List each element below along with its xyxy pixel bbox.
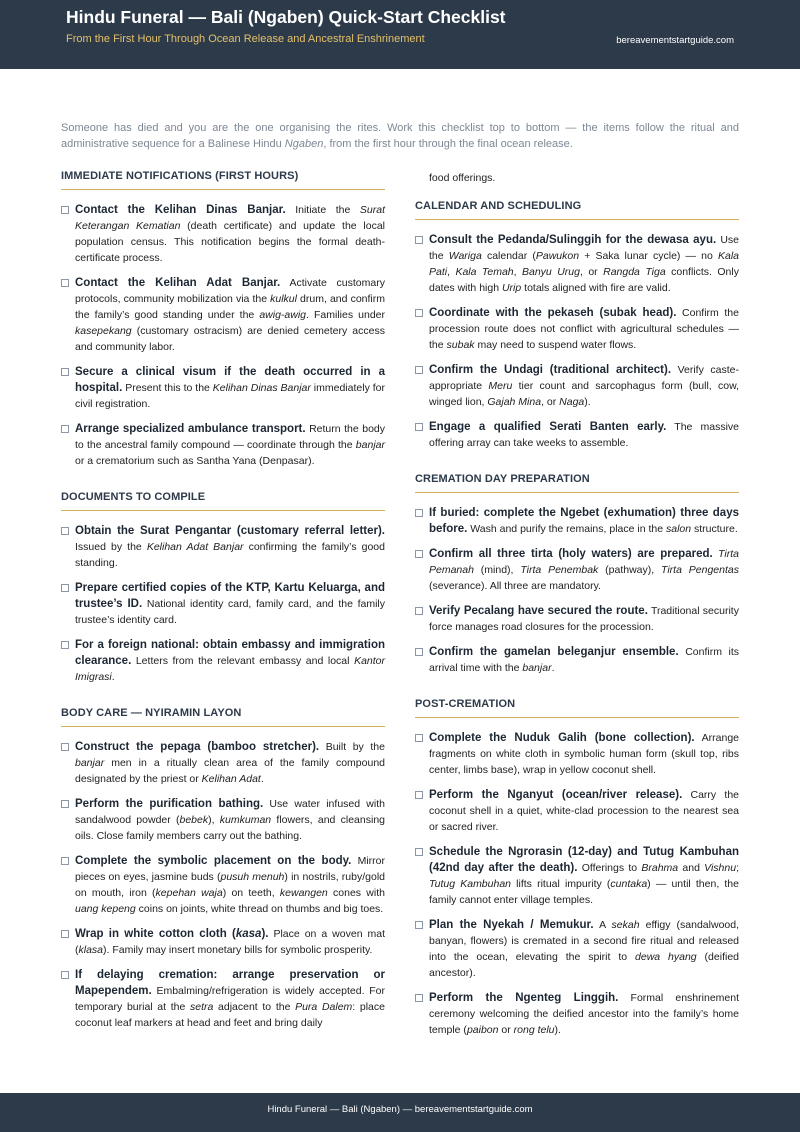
section-documents xyxy=(61,491,385,685)
item-body: Letters from the relevant embassy and local Kantor Imigrasi. xyxy=(75,655,385,683)
item-lead: Verify Pecalang have secured the route. xyxy=(429,605,648,617)
checklist-item xyxy=(61,523,385,571)
item-lead: Wrap in white cotton cloth (kasa). xyxy=(75,928,269,940)
checkbox[interactable] xyxy=(415,366,423,374)
item-lead: Confirm the gamelan beleganjur ensemble. xyxy=(429,646,679,658)
checkbox[interactable] xyxy=(415,791,423,799)
item-body: A sekah effigy (sandalwood, banyan, flowers) is cremated in a second fire ritual and released into the ocean, elevating the spirit to dewa hyang (deified ancestor). xyxy=(429,919,740,979)
item-lead: Construct the pepaga (bamboo stretcher). xyxy=(75,741,320,753)
section-body-care xyxy=(61,707,385,1031)
page-subtitle: From the First Hour Through Ocean Release and Ancestral Enshrinement xyxy=(66,33,425,45)
item-lead: Secure a clinical visum if the death occurred in a hospital. xyxy=(75,366,385,394)
item-lead: For a foreign national: obtain embassy and immigration clearance. xyxy=(75,639,385,667)
item-lead: Prepare certified copies of the KTP, Kartu Keluarga, and trustee’s ID. xyxy=(75,582,385,610)
checklist-item xyxy=(61,202,385,266)
checkbox[interactable] xyxy=(61,971,69,979)
item-lead: If buried: complete the Ngebet (exhumation) three days before. xyxy=(429,507,739,535)
section-heading: CREMATION DAY PREPARATION xyxy=(415,473,739,493)
section-cremation-day xyxy=(415,473,739,676)
checkbox[interactable] xyxy=(61,641,69,649)
section-heading: POST-CREMATION xyxy=(415,698,739,718)
checkbox[interactable] xyxy=(415,994,423,1002)
checklist-item xyxy=(61,926,385,958)
item-lead: Confirm the Undagi (traditional architect). xyxy=(429,364,672,376)
checklist-item xyxy=(415,730,739,778)
checklist-item xyxy=(61,796,385,844)
item-body: Confirm the procession route does not conflict with agricultural schedules — the subak may need to suspend water flows. xyxy=(429,307,739,351)
item-lead: Obtain the Surat Pengantar (customary referral letter). xyxy=(75,525,385,537)
checklist-item xyxy=(61,739,385,787)
item-lead: Plan the Nyekah / Memukur. xyxy=(429,919,594,931)
checklist-item xyxy=(415,917,739,981)
right-column xyxy=(415,170,739,1060)
item-lead: Contact the Kelihan Dinas Banjar. xyxy=(75,204,286,216)
checkbox[interactable] xyxy=(61,368,69,376)
item-body: Wash and purify the remains, place in the salon structure. xyxy=(470,523,738,535)
item-lead: Schedule the Ngrorasin (12-day) and Tutug Kambuhan (42nd day after the death). xyxy=(429,846,739,874)
item-lead: Complete the symbolic placement on the body. xyxy=(75,855,352,867)
section-heading: BODY CARE — NYIRAMIN LAYON xyxy=(61,707,385,727)
footer-text: Hindu Funeral — Bali (Ngaben) — bereavementstartguide.com xyxy=(267,1104,533,1115)
item-lead: Confirm all three tirta (holy waters) are prepared. xyxy=(429,548,713,560)
item-body: Traditional security force manages road closures for the procession. xyxy=(429,605,739,633)
item-body: Verify caste-appropriate Meru tier count and sarcophagus form (bull, cow, winged lion, Gajah Mina, or Naga). xyxy=(429,364,739,408)
checklist-item xyxy=(61,637,385,685)
checklist-item xyxy=(61,421,385,469)
checklist-item xyxy=(415,305,739,353)
item-body: Carry the coconut shell in a quiet, white-clad procession to the nearest sea or sacred river. xyxy=(429,789,739,833)
item-body: Tirta Pemanah (mind), Tirta Penembak (pathway), Tirta Pengentas (severance). All three are mandatory. xyxy=(429,548,739,592)
checklist-item xyxy=(61,275,385,355)
item-lead: Complete the Nuduk Galih (bone collection). xyxy=(429,732,695,744)
checkbox[interactable] xyxy=(415,236,423,244)
checkbox[interactable] xyxy=(415,734,423,742)
item-body: The massive offering array can take weeks to assemble. xyxy=(429,421,740,449)
item-lead: Perform the Nganyut (ocean/river release). xyxy=(429,789,683,801)
checkbox[interactable] xyxy=(61,425,69,433)
item-body: Confirm its arrival time with the banjar. xyxy=(429,646,739,674)
checklist-item xyxy=(415,232,739,296)
checklist-item xyxy=(415,419,739,451)
checkbox[interactable] xyxy=(415,423,423,431)
item-body: Embalming/refrigeration is widely accepted. For temporary burial at the setra adjacent to the Pura Dalem: place coconut leaf markers at head and feet and bring daily xyxy=(75,985,385,1029)
checkbox[interactable] xyxy=(415,550,423,558)
item-lead: Arrange specialized ambulance transport. xyxy=(75,423,306,435)
intro-paragraph: Someone has died and you are the one organising the rites. Work this checklist top to bottom — the items follow the ritual and administrative sequence for a Balinese Hindu Ngaben, from the first hour through the final ocean release. xyxy=(61,122,739,150)
checklist-item xyxy=(415,787,739,835)
page-header xyxy=(0,0,800,69)
checkbox[interactable] xyxy=(415,648,423,656)
item-lead: Coordinate with the pekaseh (subak head). xyxy=(429,307,677,319)
checklist-item xyxy=(61,967,385,1031)
section-heading: IMMEDIATE NOTIFICATIONS (FIRST HOURS) xyxy=(61,170,385,190)
section-post-cremation xyxy=(415,698,739,1038)
checkbox[interactable] xyxy=(61,857,69,865)
checkbox[interactable] xyxy=(415,607,423,615)
item-lead: Perform the Ngenteg Linggih. xyxy=(429,992,619,1004)
section-heading: DOCUMENTS TO COMPILE xyxy=(61,491,385,511)
item-lead: Perform the purification bathing. xyxy=(75,798,264,810)
checklist-item xyxy=(415,990,739,1038)
checklist-item xyxy=(61,853,385,917)
checklist-item xyxy=(415,844,739,908)
checkbox[interactable] xyxy=(415,309,423,317)
checkbox[interactable] xyxy=(61,800,69,808)
item-body: Present this to the Kelihan Dinas Banjar immediately for civil registration. xyxy=(75,382,385,410)
section-immediate-notifications xyxy=(61,170,385,469)
item-body: National identity card, family card, and the family trustee’s identity card. xyxy=(75,598,386,626)
item-body: Initiate the Surat Keterangan Kematian (death certificate) and update the local population census. This notification begins the formal death-certificate process. xyxy=(75,204,386,264)
checklist-item xyxy=(415,603,739,635)
checkbox[interactable] xyxy=(61,279,69,287)
checkbox[interactable] xyxy=(61,527,69,535)
checklist-item xyxy=(61,364,385,412)
left-column xyxy=(61,170,385,1053)
checkbox[interactable] xyxy=(61,584,69,592)
checklist-item xyxy=(415,644,739,676)
checkbox[interactable] xyxy=(415,921,423,929)
item-body: Use water infused with sandalwood powder (bebek), kumkuman flowers, and cleansing oils. Close family members carry out the bathing. xyxy=(75,798,385,842)
item-lead: Contact the Kelihan Adat Banjar. xyxy=(75,277,281,289)
item-lead: If delaying cremation: arrange preservation or Mapependem. xyxy=(75,969,385,997)
item-body: Mirror pieces on eyes, jasmine buds (pusuh menuh) in nostrils, ruby/gold on mouth, iron (kepehan waja) on teeth, kewangen cones with uang kepeng coins on joints, white thread on thumbs and big toes. xyxy=(75,855,385,915)
checkbox[interactable] xyxy=(61,930,69,938)
item-body: Activate customary protocols, community mobilization via the kulkul drum, and confirm the family’s good standing under the awig-awig. Families under kasepekang (customary ostracism) are denied cemetery access and community labor. xyxy=(75,277,385,353)
checkbox[interactable] xyxy=(415,509,423,517)
item-lead: Engage a qualified Serati Banten early. xyxy=(429,421,667,433)
item-body: Return the body to the ancestral family compound — coordinate through the banjar or a crematorium such as Santha Yana (Denpasar). xyxy=(75,423,385,467)
checkbox[interactable] xyxy=(415,848,423,856)
site-name: bereavementstartguide.com xyxy=(616,35,734,46)
body-care-continuation: food offerings. xyxy=(429,172,496,184)
item-lead: Consult the Pedanda/Sulinggih for the dewasa ayu. xyxy=(429,234,717,246)
checkbox[interactable] xyxy=(61,743,69,751)
item-body: Arrange fragments on white cloth in symbolic human form (skull top, ribs center, limbs base), wrap in yellow coconut shell. xyxy=(429,732,739,776)
item-body: Formal enshrinement ceremony welcoming the deified ancestor into the family’s home temple (paibon or rong telu). xyxy=(429,992,739,1036)
checklist-item xyxy=(415,505,739,537)
checkbox[interactable] xyxy=(61,206,69,214)
page-title: Hindu Funeral — Bali (Ngaben) Quick-Start Checklist xyxy=(66,7,506,27)
item-body: Place on a woven mat (klasa). Family may insert monetary bills for symbolic prosperity. xyxy=(75,928,386,956)
page-footer xyxy=(0,1093,800,1132)
checklist-item xyxy=(61,580,385,628)
checklist-item xyxy=(415,362,739,410)
section-heading: CALENDAR AND SCHEDULING xyxy=(415,200,739,220)
item-body: Issued by the Kelihan Adat Banjar confirming the family’s good standing. xyxy=(75,541,385,569)
checklist-item xyxy=(415,546,739,594)
item-body: Offerings to Brahma and Vishnu; Tutug Kambuhan lifts ritual impurity (cuntaka) — until then, the family cannot enter village temples. xyxy=(429,862,739,906)
item-body: Use the Wariga calendar (Pawukon + Saka lunar cycle) — no Kala Pati, Kala Temah, Banyu Urug, or Rangda Tiga conflicts. Only dates with high Urip totals aligned with fire are valid. xyxy=(429,234,740,294)
item-body: Built by the banjar men in a ritually clean area of the family compound designated by the priest or Kelihan Adat. xyxy=(75,741,385,785)
section-calendar xyxy=(415,200,739,451)
